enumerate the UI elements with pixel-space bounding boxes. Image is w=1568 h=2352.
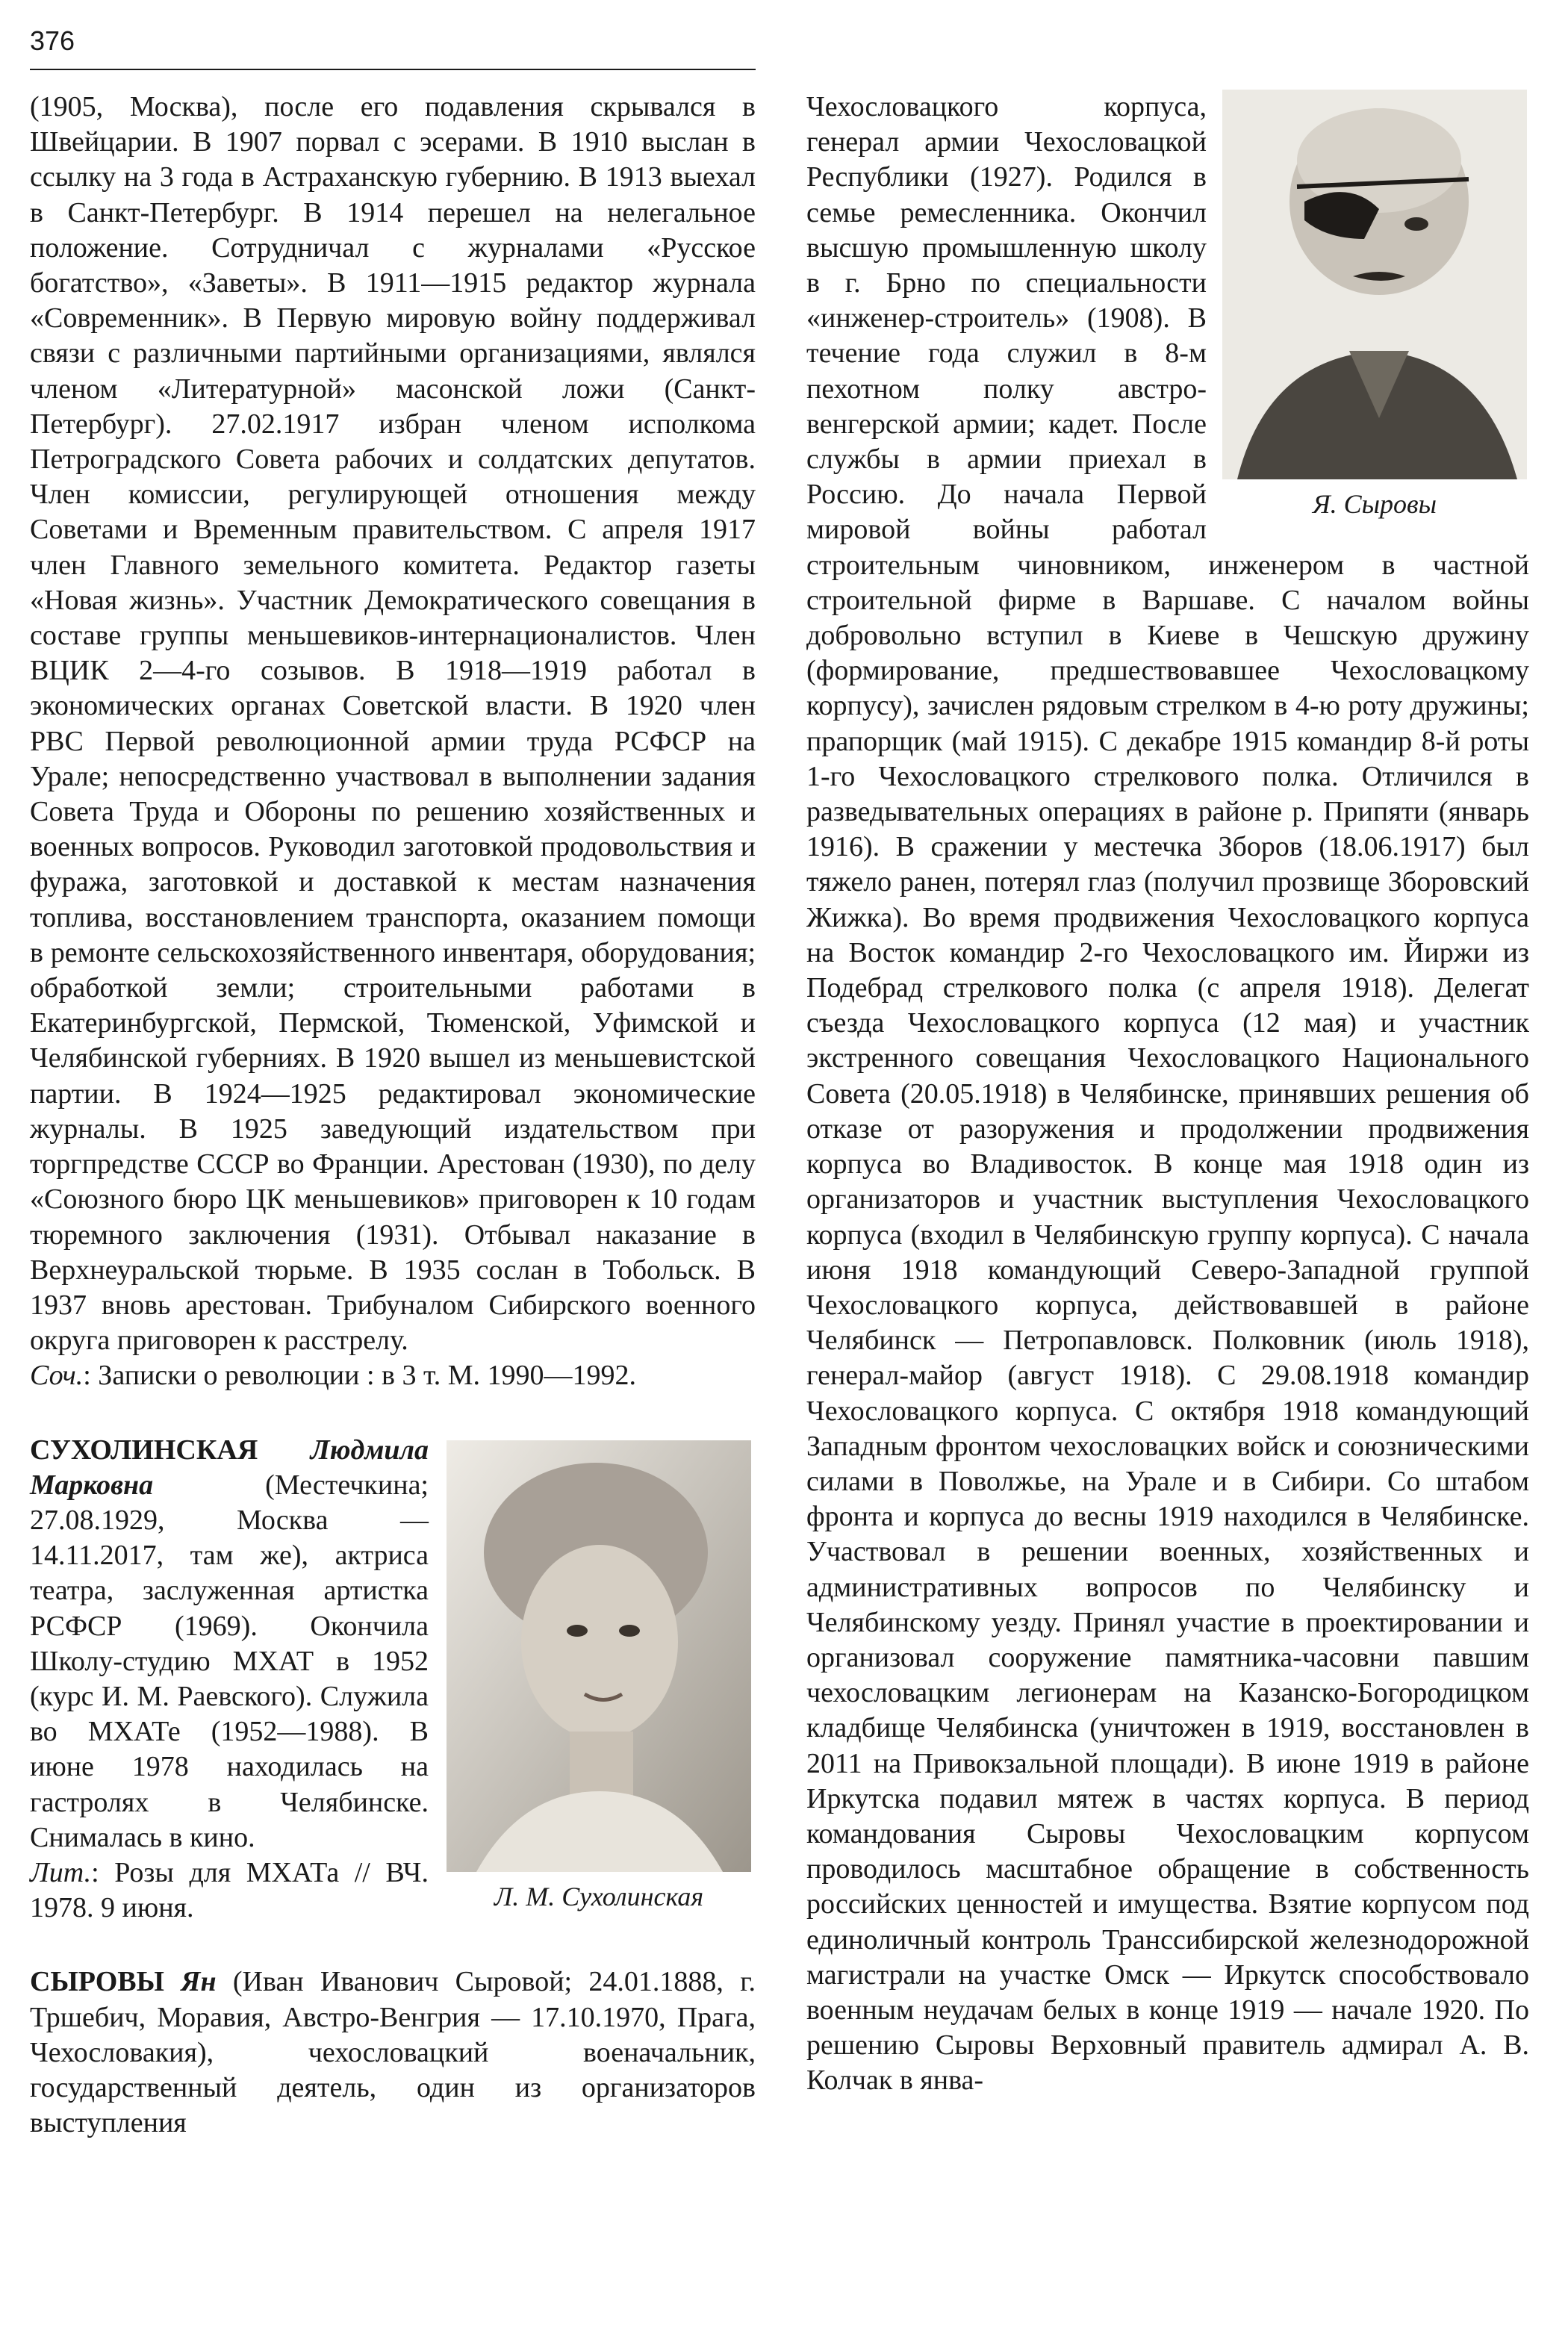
entry-syrovy (30, 1964, 756, 2141)
header-rule (30, 69, 756, 70)
entry-gap (30, 1394, 756, 1433)
sukholinskaya-caption: Л. М. Сухолинская (494, 1881, 704, 1911)
entry-continuation: (1905, Москва), после его подавления скрывался в Швейцарии. В 1907 порвал с эсерами. В 1910 выслан в ссылку на 3 года в Астраханскую губернию. В 1913 выехал в Санкт-Петербург. В 1914 перешел на нелегальное положение. Сотрудничал с журналами «Русское богатство», «Заветы». В 1911—1915 редактор журнала «Современник». В Первую мировую войну поддерживал связи с различными партийными организациями, являлся членом «Литературной» масонской ложи (Санкт-Петербург). 27.02.1917 избран членом исполкома Петроградского Совета рабочих и солдатских депутатов. Член комиссии, регулирующей отношения между Советами и Временным правительством. С апреля 1917 член Главного земельного комитета. Редактор газеты «Новая жизнь». Участник Демократического совещания в составе группы меньшевиков-интернационалистов. Член ВЦИК 2—4-го созывов. В 1918—1919 работал в экономических органах Советской власти. В 1920 член РВС Первой революционной армии труда РСФСР на Урале; непосредственно участвовал в выполнении задания Совета Труда и Обороны по решению хозяйственных и военных вопросов. Руководил заготовкой продовольствия и фуража, заготовкой и доставкой к местам назначения топлива, восстановлением транспорта, оказанием помощи в ремонте сельскохозяйственного инвентаря, оборудования; обработкой земли; строительными работами в Екатеринбургской, Пермской, Тюменской, Уфимской и Челябинской губерниях. В 1920 вышел из меньшевистской партии. В 1924—1925 редактировал экономические журналы. В 1925 заведующий издательством при торгпредстве СССР во Франции. Арестован (1930), по делу «Союзного бюро ЦК меньшевиков» приговорен к 10 годам тюремного заключения (1931). Отбывал наказание в Верхнеуральской тюрьме. В 1935 сослан в Тобольск. В 1937 вновь арестован. Трибуналом Сибирского военного округа приговорен к расстрелу. (30, 91, 756, 1357)
entry-syrovy-continuation: Чехословацкого корпуса, генерал армии Чехословацкой Республики (1927). Родился в семье ремесленника. Окончил высшую промышленную школу в г. Брно по специальности «инженер-строитель» (1908). В течение года служил в 8-м пехотном полку австро-венгерской армии; кадет. После службы в армии приехал в Россию. До начала Первой мировой войны работал строительным чиновником, инженером в частной строительной фирме в Варшаве. С началом войны добровольно вступил в Киеве в Чешскую дружину (формирование, предшествовавшее Чехословацкому корпусу), зачислен рядовым стрелком в 4-ю роту дружины; прапорщик (май 1915). С декабре 1915 командир 8-й роты 1-го Чехословацкого стрелкового полка. Отличился в разведывательных операциях в районе р. Припяти (январь 1916). В сражении у местечка Зборов (18.06.1917) был тяжело ранен, потерял глаз (получил прозвище Зборовский Жижка). Во время продвижения Чехословацкого корпуса на Восток командир 2-го Чехословацкого им. Йиржи из Подебрад стрелкового полка (с апреля 1918). Делегат съезда Чехословацкого корпуса (12 мая) и участник экстренного совещания Чехословацкого Национального Совета (20.05.1918) в Челябинске, принявших решения об отказе от разоружения и продолжении продвижения корпуса во Владивосток. В конце мая 1918 один из организаторов и участник выступления Чехословацкого корпуса (входил в Челябинскую группу корпуса). С начала июня 1918 командующий Северо-Западной группой Чехословацкого корпуса, действовавшей в районе Челябинск — Петропавловск. Полковник (июль 1918), генерал-майор (август 1918). С 29.08.1918 командир Чехословацкого корпуса. С октября 1918 командующий Западным фронтом чехословацких войск и союзническими силами в Поволжье, на Урале и в Сибири. Со штабом фронта и корпуса до весны 1919 находился в Челябинске. Участвовал в решении военных, хозяйственных и административных вопросов по Челябинску и Челябинскому уезду. Принял участие в проектировании и организовал сооружение памятника-часовни павшим чехословацким легионерам на Казанско-Богородицком кладбище Челябинска (уничтожен в 1919, восстановлен в 2011 на Привокзальной площади). В июне 1919 в районе Иркутска подавил мятеж в частях корпуса. В период командования Сыровы Чехословацким корпусом проводилось масштабное обращение в собственность российских ценностей и имущества. Взятие корпусом под единоличный контроль Транссибирской железнодорожной магистрали на участке Омск — Иркутск способствовало военным неудачам белых в конце 1919 — начале 1920. По решению Сыровы Верховный правитель адмирал А. В. Колчак в янва- (806, 91, 1529, 2097)
portrait-man-icon (1222, 90, 1527, 479)
sukholinskaya-figure (442, 1440, 756, 1915)
entry-surname: СУХОЛИНСКАЯ (30, 1434, 258, 1466)
works-label: Соч. (30, 1360, 84, 1392)
right-column (806, 90, 1529, 2099)
works-reference (30, 1358, 756, 1393)
entry-body: (Иван Иванович Сыровой; 24.01.1888, г. Тршебич, Моравия, Австро-Венгрия — 17.10.1970, Прага, Чехословакия), чехословацкий военачальник, государственный деятель, один из организаторов выступления (30, 1966, 756, 2139)
entry-given-name: Ян (181, 1966, 217, 1998)
lit-label: Лит. (30, 1856, 92, 1888)
portrait-woman-icon (447, 1440, 751, 1872)
syrovy-caption: Я. Сыровы (1312, 489, 1437, 519)
left-column (30, 90, 756, 2141)
entry-gap (30, 1926, 756, 1964)
works-text: : Записки о революции : в 3 т. М. 1990—1992. (83, 1360, 636, 1392)
lit-text: : Розы для МХАТа // ВЧ. 1978. 9 июня. (30, 1856, 429, 1924)
page-number: 376 (30, 25, 75, 56)
entry-surname: СЫРОВЫ (30, 1966, 164, 1998)
syrovy-photo (1222, 90, 1527, 479)
syrovy-figure (1220, 90, 1529, 523)
entry-given-name: Людмила Марковна (30, 1434, 429, 1501)
entry-body: (Местечкина; 27.08.1929, Москва — 14.11.2017, там же), актриса театра, заслуженная артистка РСФСР (1969). Окончила Школу-студию МХАТ в 1952 (курс И. М. Раевского). Служила во МХАТе (1952—1988). В июне 1978 находилась на гастролях в Челябинске. Снималась в кино. (30, 1469, 429, 1853)
sukholinskaya-photo (447, 1440, 751, 1872)
